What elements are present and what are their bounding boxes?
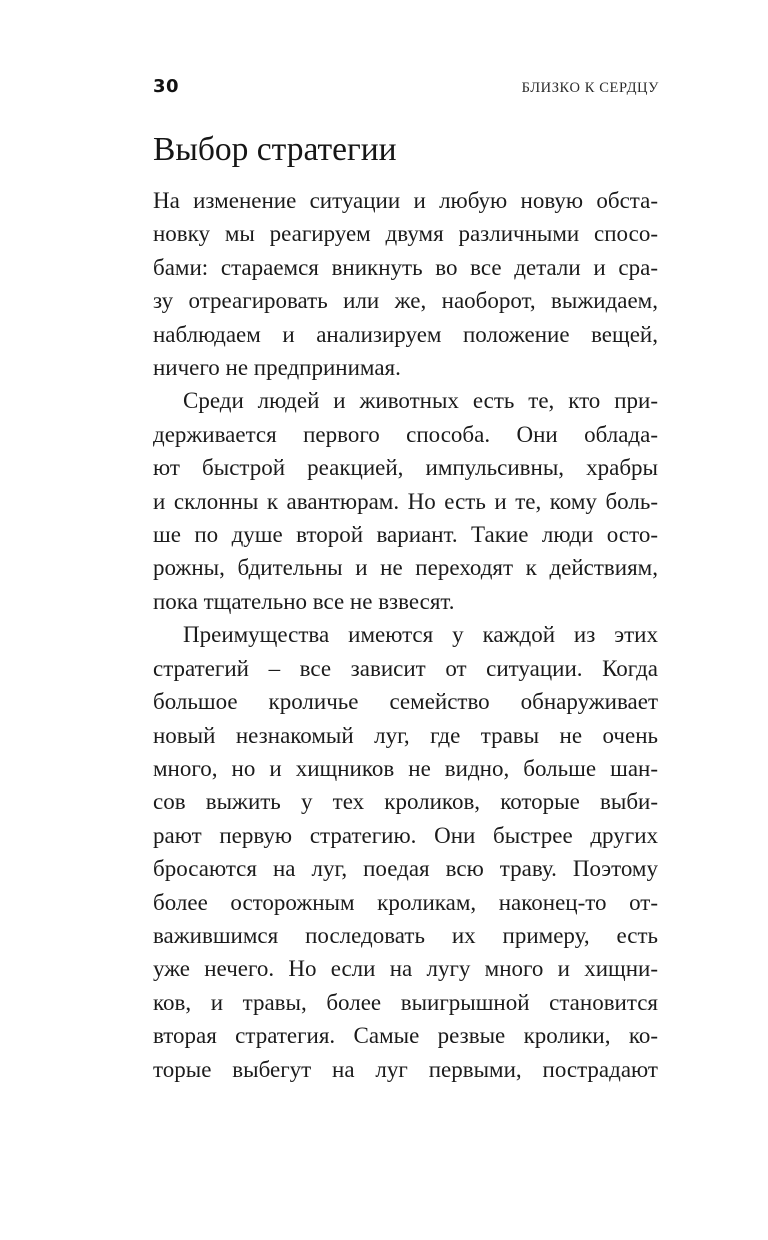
text-line: более осторожным кроликам, наконец-то от- [153, 889, 658, 915]
paragraph [153, 618, 658, 1086]
text-line: держивается первого способа. Они облада- [153, 421, 658, 447]
text-line: новый незнакомый луг, где травы не очень [153, 722, 658, 748]
text-line: вторая стратегия. Самые резвые кролики, ко- [153, 1023, 658, 1049]
text-line: ше по душе второй вариант. Такие люди осто- [153, 522, 658, 548]
text-line: торые выбегут на луг первыми, пострадают [153, 1056, 658, 1082]
text-line: Преимущества имеются у каждой из этих [183, 622, 658, 648]
page-number: 30 [153, 76, 180, 97]
paragraph [153, 384, 658, 618]
text-line: наблюдаем и анализируем положение вещей, [153, 321, 658, 347]
paragraph [153, 184, 658, 384]
text-line: пока тщательно все не взвесят. [153, 588, 455, 614]
text-line: бросаются на луг, поедая всю траву. Поэтому [153, 856, 658, 882]
text-line: много, но и хищников не видно, больше шан- [153, 755, 658, 781]
text-line: уже нечего. Но если на лугу много и хищни- [153, 956, 658, 982]
text-line: Среди людей и животных есть те, кто при- [183, 388, 658, 414]
running-header-title: БЛИЗКО К СЕРДЦУ [521, 80, 659, 96]
text-line: большое кроличье семейство обнаруживает [153, 689, 658, 715]
text-line: ков, и травы, более выигрышной становится [153, 989, 658, 1015]
text-line: ют быстрой реакцией, импульсивны, храбры [153, 455, 658, 481]
body-text [153, 184, 658, 1086]
text-line: важившимся последовать их примеру, есть [153, 922, 658, 948]
text-line: стратегий – все зависит от ситуации. Когда [153, 655, 658, 681]
text-line: сов выжить у тех кроликов, которые выби- [153, 789, 658, 815]
text-line: На изменение ситуации и любую новую обста- [153, 188, 658, 213]
running-head [153, 76, 659, 97]
text-line: зу отреагировать или же, наоборот, выжидаем, [153, 288, 658, 314]
text-line: рают первую стратегию. Они быстрее других [153, 822, 658, 848]
text-line: рожны, бдительны и не переходят к действиям, [153, 555, 658, 581]
text-line: новку мы реагируем двумя различными спосо- [153, 221, 658, 247]
chapter-title: Выбор стратегии [153, 131, 397, 168]
text-line: и склонны к авантюрам. Но есть и те, кому боль- [153, 488, 658, 514]
text-line: бами: стараемся вникнуть во все детали и сра- [153, 254, 658, 280]
text-line: ничего не предпринимая. [153, 355, 401, 381]
